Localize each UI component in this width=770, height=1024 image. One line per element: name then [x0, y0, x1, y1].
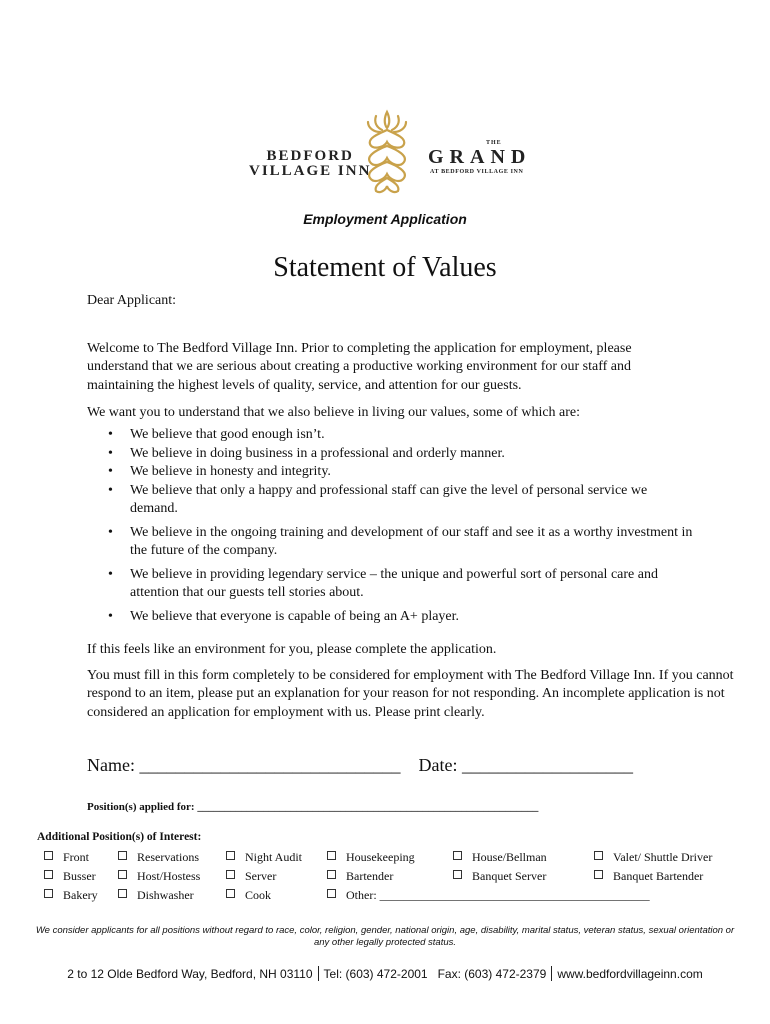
list-item: • We believe that everyone is capable of being an A+ player.: [108, 608, 698, 627]
checkbox-label: Front: [63, 850, 90, 864]
checkbox-icon[interactable]: [118, 889, 127, 898]
name-date-row: [87, 755, 633, 776]
instructions-paragraph: You must fill in this form completely to be considered for employment with The Bedford Village Inn. If you cannot respond to an item, please put an explanation for your reason for not responding. An incomplete application is not considered an application for employment with us. Please print clearly.: [87, 668, 734, 720]
footer-address: 2 to 12 Olde Bedford Way, Bedford, NH 03110: [67, 967, 313, 981]
values-list: [108, 426, 698, 626]
checkbox-icon[interactable]: [327, 889, 336, 898]
logo-emblem-icon: [358, 108, 416, 196]
list-item: • We believe in the ongoing training and development of our staff and see it as a worthy investment in the future of the company.: [108, 524, 698, 561]
checkbox-icon[interactable]: [44, 851, 53, 860]
name-label: Name:: [87, 755, 135, 775]
additional-positions-title: Additional Position(s) of Interest:: [37, 831, 202, 843]
logo-left-line2: VILLAGE INN: [249, 163, 372, 179]
checkbox-valet-shuttle-driver[interactable]: [594, 850, 712, 865]
checkbox-other[interactable]: [327, 888, 650, 903]
checkbox-banquet-server[interactable]: [453, 869, 546, 884]
checkbox-label: Host/Hostess: [137, 869, 201, 883]
checkbox-label: Banquet Bartender: [613, 869, 704, 883]
list-item: • We believe in doing business in a professional and orderly manner.: [108, 445, 698, 464]
checkbox-bakery[interactable]: [44, 888, 98, 903]
checkbox-label: Night Audit: [245, 850, 303, 864]
checkbox-server[interactable]: [226, 869, 276, 884]
checkbox-label: Server: [245, 869, 277, 883]
checkbox-icon[interactable]: [594, 870, 603, 879]
logo-the-grand: [428, 140, 538, 180]
values-intro: We want you to understand that we also believe in living our values, some of which are:: [87, 405, 581, 420]
checkbox-reservations[interactable]: [118, 850, 199, 865]
positions-applied-row: [87, 801, 538, 813]
checkbox-icon[interactable]: [226, 870, 235, 879]
checkbox-label: Valet/ Shuttle Driver: [613, 850, 713, 864]
checkbox-banquet-bartender[interactable]: [594, 869, 703, 884]
checkbox-icon[interactable]: [594, 851, 603, 860]
form-title: Employment Application: [303, 211, 467, 227]
checkbox-icon[interactable]: [453, 870, 462, 879]
checkbox-icon[interactable]: [118, 851, 127, 860]
checkbox-icon[interactable]: [453, 851, 462, 860]
logo-grand-text: GRAND: [428, 146, 532, 168]
checkbox-housekeeping[interactable]: [327, 850, 415, 865]
checkbox-front[interactable]: [44, 850, 89, 865]
checkbox-icon[interactable]: [327, 851, 336, 860]
footer: [0, 966, 770, 981]
checkbox-icon[interactable]: [327, 870, 336, 879]
checkbox-host-hostess[interactable]: [118, 869, 200, 884]
checkbox-label: Cook: [245, 888, 272, 902]
positions-applied-field[interactable]: ______________________________________________________________: [197, 801, 539, 813]
other-field[interactable]: _____________________________________________: [379, 888, 650, 902]
checkbox-icon[interactable]: [44, 889, 53, 898]
list-item: • We believe that good enough isn’t.: [108, 426, 698, 445]
logo-left-line1: BEDFORD: [266, 148, 354, 164]
page-title: Statement of Values: [273, 252, 497, 283]
checkbox-house-bellman[interactable]: [453, 850, 547, 865]
date-field[interactable]: ___________________: [461, 755, 633, 775]
footer-divider: [551, 966, 552, 981]
date-label: Date:: [418, 755, 458, 775]
footer-phone-fax: Tel: (603) 472-2001 Fax: (603) 472-2379: [323, 967, 547, 981]
checkbox-label: Bartender: [346, 869, 394, 883]
list-item: • We believe in honesty and integrity.: [108, 463, 698, 482]
checkbox-icon[interactable]: [226, 889, 235, 898]
list-item: • We believe that only a happy and professional staff can give the level of personal service we demand.: [108, 482, 698, 519]
checkbox-icon[interactable]: [226, 851, 235, 860]
positions-applied-label: Position(s) applied for:: [87, 801, 195, 813]
logo-bedford-village-inn: [249, 149, 371, 179]
checkbox-night-audit[interactable]: [226, 850, 302, 865]
checkbox-cook[interactable]: [226, 888, 271, 903]
checkbox-label: Banquet Server: [472, 869, 547, 883]
checkbox-busser[interactable]: [44, 869, 96, 884]
logo-the-text: THE: [486, 140, 502, 146]
footer-divider: [318, 966, 319, 981]
welcome-paragraph: Welcome to The Bedford Village Inn. Prior to completing the application for employment, please understand that we are serious about creating a productive working environment for our staff and maintaining the highest levels of quality, service, and attention for our guests.: [87, 341, 632, 393]
checkbox-icon[interactable]: [44, 870, 53, 879]
checkbox-label: Busser: [63, 869, 96, 883]
checkbox-label: Dishwasher: [137, 888, 194, 902]
checkbox-bartender[interactable]: [327, 869, 393, 884]
checkbox-dishwasher[interactable]: [118, 888, 194, 903]
environment-paragraph: If this feels like an environment for you, please complete the application.: [87, 642, 497, 657]
checkbox-label: Reservations: [137, 850, 199, 864]
footer-website-link[interactable]: www.bedfordvillageinn.com: [557, 967, 703, 981]
salutation: Dear Applicant:: [87, 293, 177, 308]
checkbox-icon[interactable]: [118, 870, 127, 879]
name-field[interactable]: _____________________________: [139, 755, 401, 775]
checkbox-label: Other:: [346, 888, 377, 902]
checkbox-label: Housekeeping: [346, 850, 415, 864]
eeo-disclaimer: We consider applicants for all positions without regard to race, color, religion, gender, national origin, age, disability, marital status, veteran status, sexual orientation or any other legally protected status.: [35, 925, 735, 948]
list-item: • We believe in providing legendary service – the unique and powerful sort of personal care and attention that our guests tell stories about.: [108, 566, 698, 603]
logo-grand-subtitle: AT BEDFORD VILLAGE INN: [430, 169, 524, 175]
checkbox-label: House/Bellman: [472, 850, 547, 864]
checkbox-label: Bakery: [63, 888, 98, 902]
